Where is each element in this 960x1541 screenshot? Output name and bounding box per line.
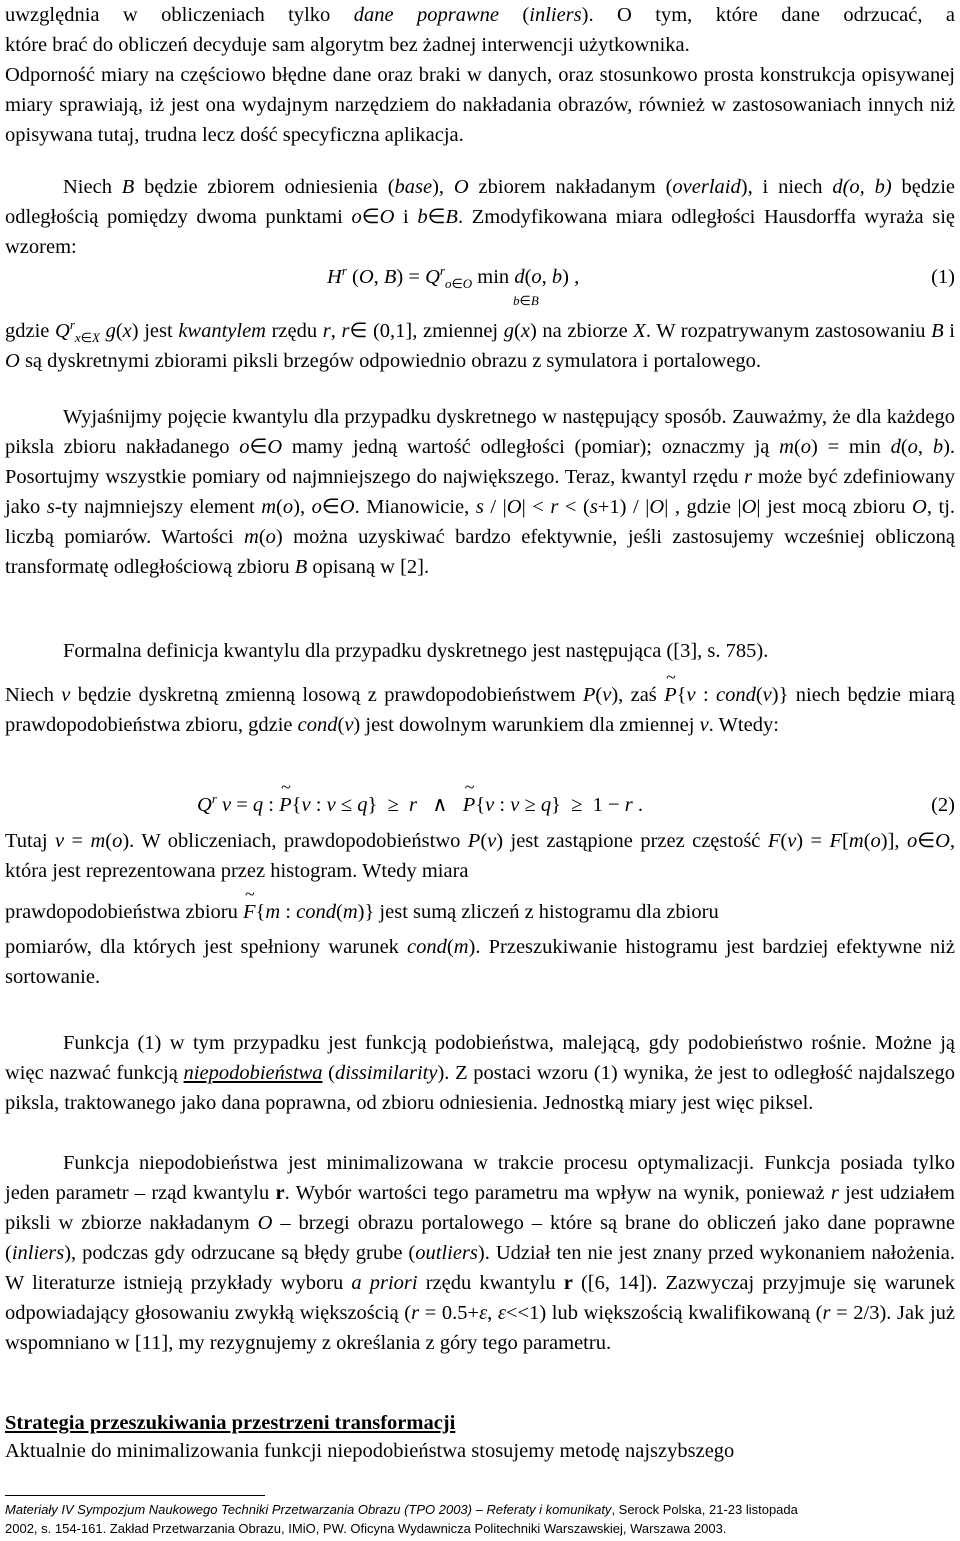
paragraph-11 <box>5 1436 955 1466</box>
paragraph-8: Tutaj v = m(o). W obliczeniach, prawdopodobieństwo P(v) jest zastąpione przez częstość F(v) = F[m(o)], o∈O, która jest reprezentowana przez histogram. Wtedy miara prawdopodobieństwa zbioru ~ F{m : cond(m)} jest sumą zliczeń z histogramu dla zbioru pomiarów, dla których jest spełniony warunek cond(m). Przeszukiwanie histogramu jest bardziej efektywne niż sortowanie. <box>5 826 955 992</box>
paragraph-10: Funkcja niepodobieństwa jest minimalizowana w trakcie procesu optymalizacji. Funkcja posiada tylko jeden parametr – rząd kwantylu r. Wybór wartości tego parametru ma wpływ na wynik, ponieważ r jest udziałem piksli w zbiorze nakładanym O – brzegi obrazu portalowego – które są brane do obliczeń jako dane poprawne (inliers), podczas gdy odrzucane są błędy grube (outliers). Udział ten nie jest znany przed wykonaniem nałożenia. W literaturze istnieją przykłady wyboru a priori rzędu kwantylu r ([6, 14]). Zazwyczaj przyjmuje się warunek odpowiadający głosowaniu zwykłą większością (r = 0.5+ε, ε<<1) lub większością kwalifikowaną (r = 2/3). Jak już wspomniano w [11], my rezygnujemy z określania z góry tego parametru. <box>5 1152 955 1354</box>
p2-text: Odporność miary na częściowo błędne dane oraz braki w danych, oraz stosunkowo prosta konstrukcja opisywanej miary sprawiają, iż jest ona wydajnym narzędziem do nakładania obrazów, również w zastosowaniach innych niż opisywana tutaj, trudna lecz dość specyficzna aplikacja. <box>5 64 955 146</box>
paragraph-3: Niech B będzie zbiorem odniesienia (base), O zbiorem nakładanym (overlaid), i niech d(o, b) będzie odległością pomiędzy dwoma punktami o∈O i b∈B. Zmodyfikowana miara odległości Hausdorffa wyraża się wzorem: <box>5 176 956 258</box>
p6-text: Formalna definicja kwantylu dla przypadku dyskretnego jest następująca ([3], s. 785). <box>63 640 769 662</box>
paragraph-9: Funkcja (1) w tym przypadku jest funkcją podobieństwa, malejącą, gdy podobieństwo rośnie. Możne ją więc nazwać funkcją niepodobieństwa (dissimilarity). Z postaci wzoru (1) wynika, że jest to odległość najdalszego piksla, traktowanego jako dana poprawna, od zbioru odniesienia. Jednostką miary jest więc piksel. <box>5 1032 956 1114</box>
p11-text: Aktualnie do minimalizowania funkcji niepodobieństwa stosujemy metodę najszybszego <box>5 1440 735 1462</box>
equation-2 <box>5 790 955 830</box>
footer-rule <box>5 1495 265 1496</box>
p1-line2: które brać do obliczeń decyduje sam algorytm bez żadnej interwencji użytkownika. <box>5 34 690 56</box>
paragraph-7: Niech v będzie dyskretną zmienną losową z prawdopodobieństwem P(v), zaś ~ P{v : cond(v)} niech będzie miarą prawdopodobieństwa zbioru, gdzie cond(v) jest dowolnym warunkiem dla zmiennej v. Wtedy: <box>5 680 955 740</box>
footer <box>5 1500 955 1538</box>
paragraph-1 <box>5 0 955 30</box>
equation-1 <box>5 262 955 308</box>
equation-2-number: (2) <box>931 794 955 816</box>
paragraph-1-line2 <box>5 30 955 60</box>
footer-line-1: Materiały IV Sympozjum Naukowego Techniki Przetwarzania Obrazu (TPO 2003) – Referaty i komunikaty, Serock Polska, 21-23 listopada <box>5 1502 798 1517</box>
equation-1-formula: $H^r$ (O, $B) = Q^r_{o\in O}$ min d(o, b) , <box>327 263 580 292</box>
paragraph-2 <box>5 60 955 150</box>
p1-line1: uwzględnia w obliczeniach tylko dane poprawne (inliers). O tym, które dane odrzucać, a <box>5 4 955 26</box>
paragraph-4: gdzie $Q^r_{x\in X}$ g(x) jest kwantylem rzędu r, r∈ (0,1], zmiennej g(x) na zbiorze X. W rozpatrywanym zastosowaniu B i O są dyskretnymi zbiorami piksli brzegów odpowiednio obrazu z symulatora i portalowego. <box>5 317 955 372</box>
section-heading: Strategia przeszukiwania przestrzeni transformacji <box>5 1412 456 1434</box>
footer-line-2: 2002, s. 154-161. Zakład Przetwarzania Obrazu, IMiO, PW. Oficyna Wydawnicza Politechniki Warszawskiej, Warszawa 2003. <box>5 1521 727 1536</box>
paragraph-6 <box>5 636 955 666</box>
equation-2-formula: $Q^r$ v = q : ~ P{v : v ≤ q} ≥ r ∧ ~ P{v : v ≥ q} ≥ 1 − r . <box>197 790 643 820</box>
equation-1-number: (1) <box>931 266 955 288</box>
equation-1-sub: b∈B <box>513 293 539 308</box>
paragraph-5: Wyjaśnijmy pojęcie kwantylu dla przypadku dyskretnego w następujący sposób. Zauważmy, że dla każdego piksla zbioru nakładanego o∈O mamy jedną wartość odległości (pomiar); oznaczmy ją m(o) = min d(o, b). Posortujmy wszystkie pomiary od najmniejszego do największego. Teraz, kwantyl rzędu r może być zdefiniowany jako s-ty najmniejszy element m(o), o∈O. Mianowicie, s / |O| < r < (s+1) / |O| , gdzie |O| jest mocą zbioru O, tj. liczbą pomiarów. Wartości m(o) można uzyskiwać bardzo efektywnie, jeśli zastosujemy wcześniej obliczoną transformatę odległościową zbioru B opisaną w [2]. <box>5 406 956 578</box>
